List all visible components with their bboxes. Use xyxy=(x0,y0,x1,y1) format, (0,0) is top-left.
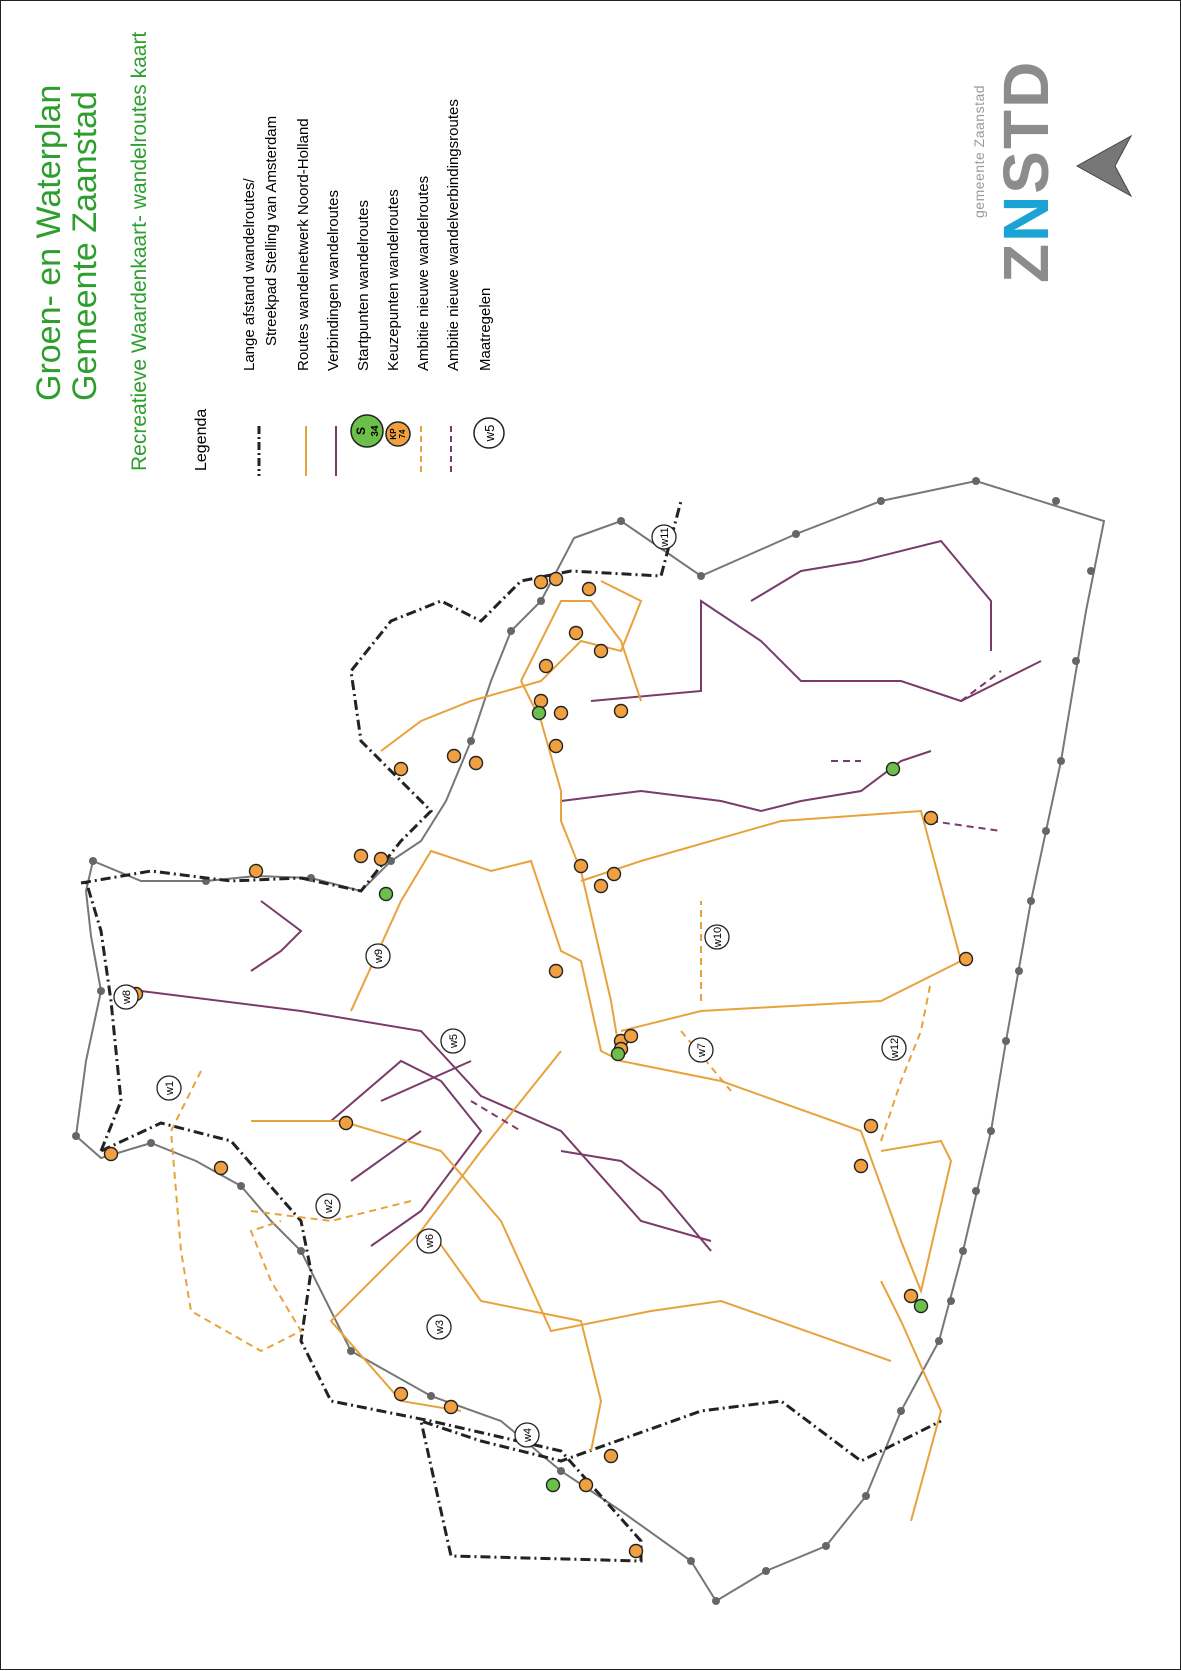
svg-text:S: S xyxy=(354,426,368,436)
measure-label: w8 xyxy=(121,989,133,1005)
rotated-legend-layer xyxy=(1,1,1181,1671)
legend-title: Legenda xyxy=(193,408,210,471)
legend-measure-icon xyxy=(471,415,507,451)
legend-label-ambition: Ambitie nieuwe wandelroutes xyxy=(415,175,432,371)
measure-label: w10 xyxy=(712,926,724,948)
legend-label-start: Startpunten wandelroutes xyxy=(355,200,372,371)
measure-label: w7 xyxy=(696,1042,708,1058)
measure-label: w4 xyxy=(522,1427,534,1443)
measure-label: w1 xyxy=(164,1080,176,1096)
svg-text:34: 34 xyxy=(370,425,381,437)
legend-label-connections: Verbindingen wandelroutes xyxy=(325,190,342,371)
map-subtitle: Recreatieve Waardenkaart- wandelroutes kaart xyxy=(128,31,151,471)
legend-label-nh: Routes wandelnetwerk Noord-Holland xyxy=(295,118,312,371)
measure-label: w11 xyxy=(659,527,671,547)
legend-label-ambition-conn: Ambitie nieuwe wandelverbindingsroutes xyxy=(445,99,462,371)
measure-label: w3 xyxy=(434,1319,446,1335)
zaanstad-logo: ZNSTD xyxy=(990,59,1062,283)
measure-label: w12 xyxy=(889,1037,901,1059)
legend-label-measures: Maatregelen xyxy=(477,287,494,371)
svg-text:w5: w5 xyxy=(482,424,497,442)
legend-label-long: Lange afstand wandelroutes/ xyxy=(241,178,258,371)
logo-subtitle: gemeente Zaanstad xyxy=(971,84,987,218)
measure-label: w6 xyxy=(424,1233,436,1249)
legend-label-choice: Keuzepunten wandelroutes xyxy=(385,189,402,371)
measure-label: w5 xyxy=(448,1033,460,1049)
title-line-2: Gemeente Zaanstad xyxy=(66,91,104,401)
legend-label-long-2: Streekpad Stelling van Amsterdam xyxy=(263,115,280,346)
title-line-1: Groen- en Waterplan xyxy=(30,84,68,401)
svg-text:KP: KP xyxy=(389,428,398,440)
legend-choice-icon xyxy=(383,419,413,449)
legend-start-icon xyxy=(349,413,385,449)
measure-label: w2 xyxy=(323,1198,335,1214)
svg-text:74: 74 xyxy=(398,429,407,439)
measure-label: w9 xyxy=(373,948,385,964)
